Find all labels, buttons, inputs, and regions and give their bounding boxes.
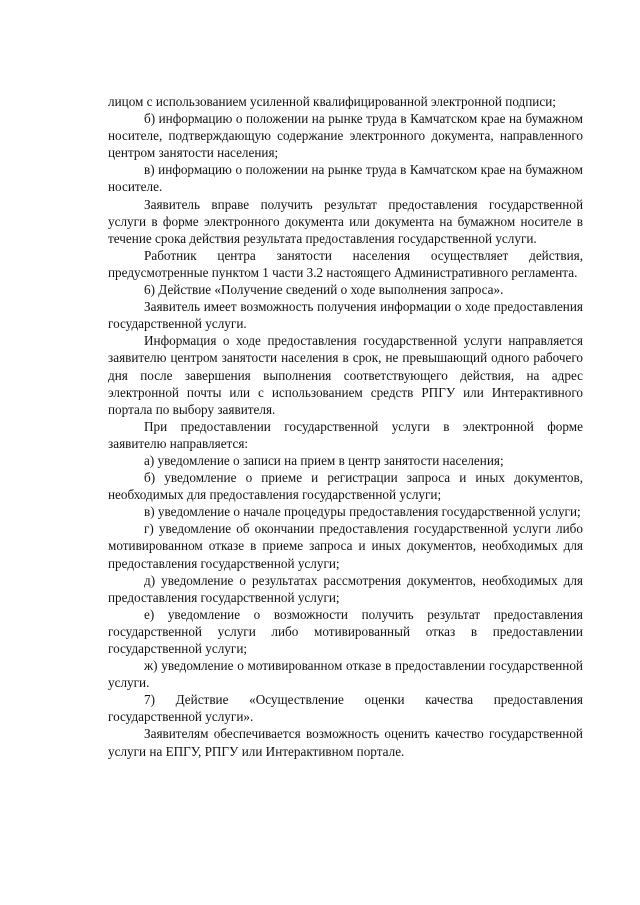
- paragraph-item-v-paper-info: в) информацию о положении на рынке труда в Камчатском крае на бумажном носителе.: [108, 162, 583, 195]
- paragraph-action-6-heading: 6) Действие «Получение сведений о ходе выполнения запроса».: [144, 282, 504, 298]
- paragraph-item-b-paper-info: б) информацию о положении на рынке труда в Камчатском крае на бумажном носителе, подтверждающую содержание электронного документа, направленного центром занятости населения;: [108, 111, 583, 161]
- paragraph-result-format: Заявитель вправе получить результат предоставления государственной услуги в форме электронного документа или документа на бумажном носителе в течение срока действия результата предоставления государственной услуги.: [108, 196, 583, 246]
- document-page: [108, 93, 583, 760]
- paragraph-employee-actions: Работник центра занятости населения осуществляет действия, предусмотренные пунктом 1 части 3.2 настоящего Административного регламента.: [108, 247, 583, 280]
- list-item-zh: ж) уведомление о мотивированном отказе в предоставлении государственной услуги.: [108, 658, 583, 691]
- paragraph-action-7-heading: 7) Действие «Осуществление оценки качества предоставления государственной услуги».: [108, 692, 583, 725]
- list-item-d: д) уведомление о результатах рассмотрения документов, необходимых для предоставления государственной услуги;: [108, 572, 583, 605]
- list-item-e: е) уведомление о возможности получить результат предоставления государственной услуги либо мотивированный отказ в предоставлении государственной услуги;: [108, 606, 583, 656]
- paragraph-info-delivery: Информация о ходе предоставления государственной услуги направляется заявителю центром занятости населения в срок, не превышающий одного рабочего дня после завершения выполнения соответствующего действия, на адрес электронной почты или с использованием средств РПГУ или Интерактивного портала по выбору заявителя.: [108, 333, 583, 417]
- list-item-g: г) уведомление об окончании предоставления государственной услуги либо мотивированном отказе в приеме запроса и иных документов, необходимых для предоставления государственной услуги;: [108, 521, 583, 571]
- list-item-v: в) уведомление о начале процедуры предоставления государственной услуги;: [144, 504, 581, 520]
- paragraph-applicant-info: Заявитель имеет возможность получения информации о ходе предоставления государственной услуги.: [108, 299, 583, 332]
- list-item-a: а) уведомление о записи на прием в центр занятости населения;: [144, 452, 504, 468]
- paragraph-continuation: лицом с использованием усиленной квалифицированной электронной подписи;: [108, 94, 556, 109]
- paragraph-quality-assessment: Заявителям обеспечивается возможность оценить качество государственной услуги на ЕПГУ, РПГУ или Интерактивном портале.: [108, 726, 583, 759]
- list-item-b: б) уведомление о приеме и регистрации запроса и иных документов, необходимых для предоставления государственной услуги;: [108, 470, 583, 503]
- paragraph-electronic-notifications-intro: При предоставлении государственной услуги в электронной форме заявителю направляется:: [108, 418, 583, 451]
